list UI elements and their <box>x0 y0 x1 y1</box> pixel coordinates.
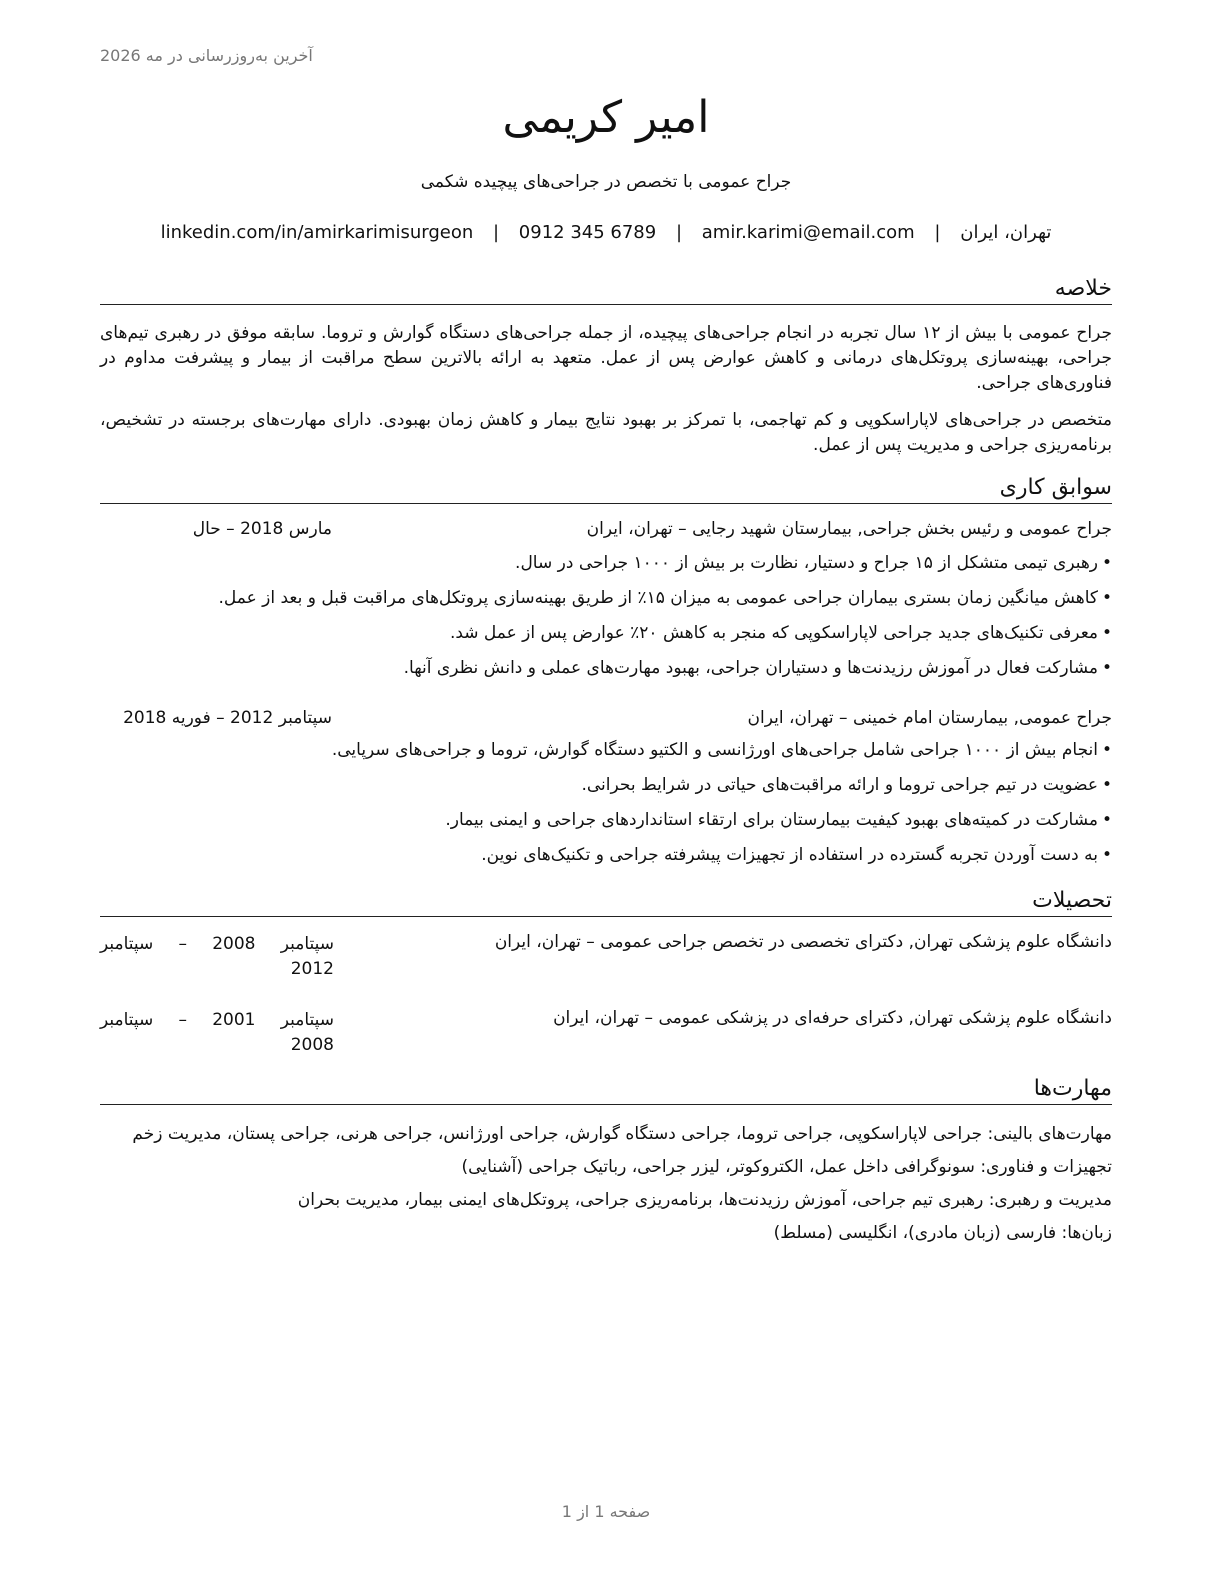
contact-line <box>100 222 1112 243</box>
job-bullet: •به دست آوردن تجربه گسترده در استفاده از تجهیزات پیشرفته جراحی و تکنیک‌های نوین. <box>481 845 1112 865</box>
linkedin-link[interactable]: linkedin.com/in/amirkarimisurgeon <box>160 222 474 243</box>
summary-paragraph: جراح عمومی با بیش از ۱۲ سال تجربه در انجام جراحی‌های پیچیده، از جمله جراحی‌های دستگاه گوارش و تروما. سابقه موفق در رهبری تیم‌های جراحی، بهینه‌سازی پروتکل‌های درمانی و کاهش عوارض پس از عمل. متعهد به ارائه بالاترین سطح مراقبت از بیمار و پیشرفت مداوم در فناوری‌های جراحی. <box>100 323 1112 393</box>
job-header <box>100 519 1112 545</box>
bullet-icon: • <box>1101 775 1112 795</box>
job-bullets <box>100 551 1112 691</box>
experience-heading: سوابق کاری <box>100 473 1112 504</box>
job-header <box>100 708 1112 734</box>
job-bullet: •مشارکت در کمیته‌های بهبود کیفیت بیمارستان برای ارتقاء استانداردهای جراحی و ایمنی بیمار. <box>445 810 1112 830</box>
resume-page <box>100 0 1112 1584</box>
bullet-icon: • <box>1101 658 1112 678</box>
contact-separator: | <box>492 222 500 243</box>
job-bullet: •رهبری تیمی متشکل از ۱۵ جراح و دستیار، نظارت بر بیش از ۱۰۰۰ جراحی در سال. <box>515 553 1112 573</box>
education-item <box>100 1008 1112 1060</box>
email-link[interactable]: amir.karimi@email.com <box>701 222 915 243</box>
job-bullet: •عضویت در تیم جراحی تروما و ارائه مراقبت‌های حیاتی در شرایط بحرانی. <box>581 775 1112 795</box>
candidate-name: امیر کریمی <box>502 92 710 143</box>
bullet-icon: • <box>1101 740 1112 760</box>
education-dates: سپتامبر 2001 – سپتامبر 2008 <box>100 1010 335 1055</box>
job-bullet: •کاهش میانگین زمان بستری بیماران جراحی عمومی به میزان ۱۵٪ از طریق بهینه‌سازی پروتکل‌های مراقبت قبل و بعد از عمل. <box>218 588 1112 608</box>
job-bullet: •معرفی تکنیک‌های جدید جراحی لاپاراسکوپی که منجر به کاهش ۲۰٪ عوارض پس از عمل شد. <box>449 623 1112 643</box>
education-title: دانشگاه علوم پزشکی تهران, دکترای تخصصی در تخصص جراحی عمومی – تهران، ایران <box>494 932 1112 952</box>
skills-line: مهارت‌های بالینی: جراحی لاپاراسکوپی، جراحی تروما، جراحی دستگاه گوارش، جراحی اورژانس، جراحی هرنی، جراحی پستان، مدیریت زخم <box>132 1124 1112 1144</box>
job-bullet: •انجام بیش از ۱۰۰۰ جراحی شامل جراحی‌های اورژانسی و الکتیو دستگاه گوارش، تروما و جراحی‌های سرپایی. <box>331 740 1112 760</box>
skills-line: مدیریت و رهبری: رهبری تیم جراحی، آموزش رزیدنت‌ها، برنامه‌ریزی جراحی، پروتکل‌های ایمنی بیمار، مدیریت بحران <box>297 1190 1112 1210</box>
bullet-icon: • <box>1101 588 1112 608</box>
summary-heading: خلاصه <box>100 274 1112 305</box>
job-dates: سپتامبر 2012 – فوریه 2018 <box>123 708 332 728</box>
job-bullets <box>100 738 1112 878</box>
last-updated-note: آخرین به‌روزرسانی در مه 2026 <box>100 46 313 65</box>
education-item <box>100 932 1112 984</box>
phone-text: 0912 345 6789 <box>518 222 657 243</box>
summary-paragraph: متخصص در جراحی‌های لاپاراسکوپی و کم تهاجمی، با تمرکز بر بهبود نتایج بیمار و کاهش زمان بهبودی. دارای مهارت‌های برجسته در تشخیص، برنامه‌ریزی جراحی و مدیریت پس از عمل. <box>100 410 1112 455</box>
education-dates: سپتامبر 2008 – سپتامبر 2012 <box>100 934 335 979</box>
bullet-icon: • <box>1101 553 1112 573</box>
bullet-icon: • <box>1101 810 1112 830</box>
job-dates: مارس 2018 – حال <box>192 519 332 539</box>
location-text: تهران، ایران <box>960 222 1052 243</box>
skills-line: زبان‌ها: فارسی (زبان مادری)، انگلیسی (مسلط) <box>773 1223 1112 1243</box>
contact-separator: | <box>934 222 941 243</box>
education-heading: تحصیلات <box>100 886 1112 917</box>
page-number: صفحه 1 از 1 <box>561 1502 651 1521</box>
job-title: جراح عمومی, بیمارستان امام خمینی – تهران، ایران <box>747 708 1112 728</box>
contact-separator: | <box>675 222 683 243</box>
candidate-headline: جراح عمومی با تخصص در جراحی‌های پیچیده شکمی <box>420 172 792 192</box>
skills-heading: مهارت‌ها <box>100 1074 1112 1105</box>
education-title: دانشگاه علوم پزشکی تهران, دکترای حرفه‌ای در پزشکی عمومی – تهران، ایران <box>553 1008 1112 1028</box>
bullet-icon: • <box>1101 623 1112 643</box>
bullet-icon: • <box>1101 845 1112 865</box>
skills-line: تجهیزات و فناوری: سونوگرافی داخل عمل، الکتروکوتر، لیزر جراحی، رباتیک جراحی (آشنایی) <box>461 1157 1112 1177</box>
job-title: جراح عمومی و رئیس بخش جراحی, بیمارستان شهید رجایی – تهران، ایران <box>586 519 1112 539</box>
job-bullet: •مشارکت فعال در آموزش رزیدنت‌ها و دستیاران جراحی، بهبود مهارت‌های عملی و دانش نظری آنها. <box>403 658 1112 678</box>
